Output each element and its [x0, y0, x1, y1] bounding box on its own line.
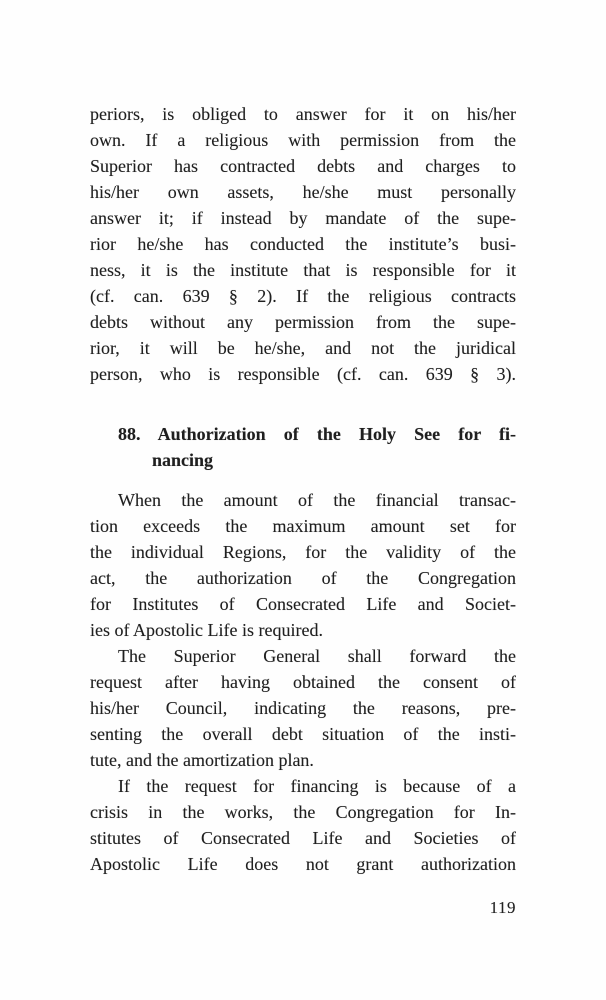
text-line: If the request for financing is because of a: [118, 776, 516, 796]
text-line: nancing: [152, 450, 214, 470]
text-line: rior, it will be he/she, and not the juridical: [90, 338, 516, 358]
paragraph: [90, 643, 516, 773]
text-line: answer it; if instead by mandate of the supe-: [90, 208, 516, 228]
text-line: stitutes of Consecrated Life and Societies of: [90, 828, 516, 848]
text-line: senting the overall debt situation of the insti-: [90, 724, 516, 744]
paragraph: [90, 101, 516, 387]
text-line: person, who is responsible (cf. can. 639 § 3).: [90, 364, 516, 384]
text-line: his/her own assets, he/she must personally: [90, 182, 516, 202]
text-line: ness, it is the institute that is responsible for it: [90, 260, 516, 280]
paragraph: [90, 487, 516, 643]
text-line: act, the authorization of the Congregation: [90, 568, 516, 588]
text-line: his/her Council, indicating the reasons, pre-: [90, 698, 516, 718]
text-line: tion exceeds the maximum amount set for: [90, 516, 516, 536]
text-line: crisis in the works, the Congregation for In-: [90, 802, 516, 822]
text-line: periors, is obliged to answer for it on his/her: [90, 104, 516, 124]
text-line: (cf. can. 639 § 2). If the religious contracts: [90, 286, 516, 306]
text-line: debts without any permission from the supe-: [90, 312, 516, 332]
section-heading: [90, 421, 516, 473]
text-line: own. If a religious with permission from the: [90, 130, 516, 150]
text-line: tute, and the amortization plan.: [90, 750, 314, 770]
paragraph: [90, 773, 516, 877]
text-line: request after having obtained the consent of: [90, 672, 516, 692]
text-line: When the amount of the financial transac-: [118, 490, 516, 510]
text-line: Apostolic Life does not grant authorization: [90, 854, 516, 874]
text-line: 88. Authorization of the Holy See for fi-: [118, 424, 516, 444]
text-line: for Institutes of Consecrated Life and Societ-: [90, 594, 516, 614]
text-line: The Superior General shall forward the: [118, 646, 516, 666]
text-line: ies of Apostolic Life is required.: [90, 620, 323, 640]
page-number: 119: [489, 898, 516, 917]
text-block: [90, 101, 516, 877]
text-line: rior he/she has conducted the institute’s busi-: [90, 234, 516, 254]
text-line: Superior has contracted debts and charges to: [90, 156, 516, 176]
text-line: the individual Regions, for the validity of the: [90, 542, 516, 562]
